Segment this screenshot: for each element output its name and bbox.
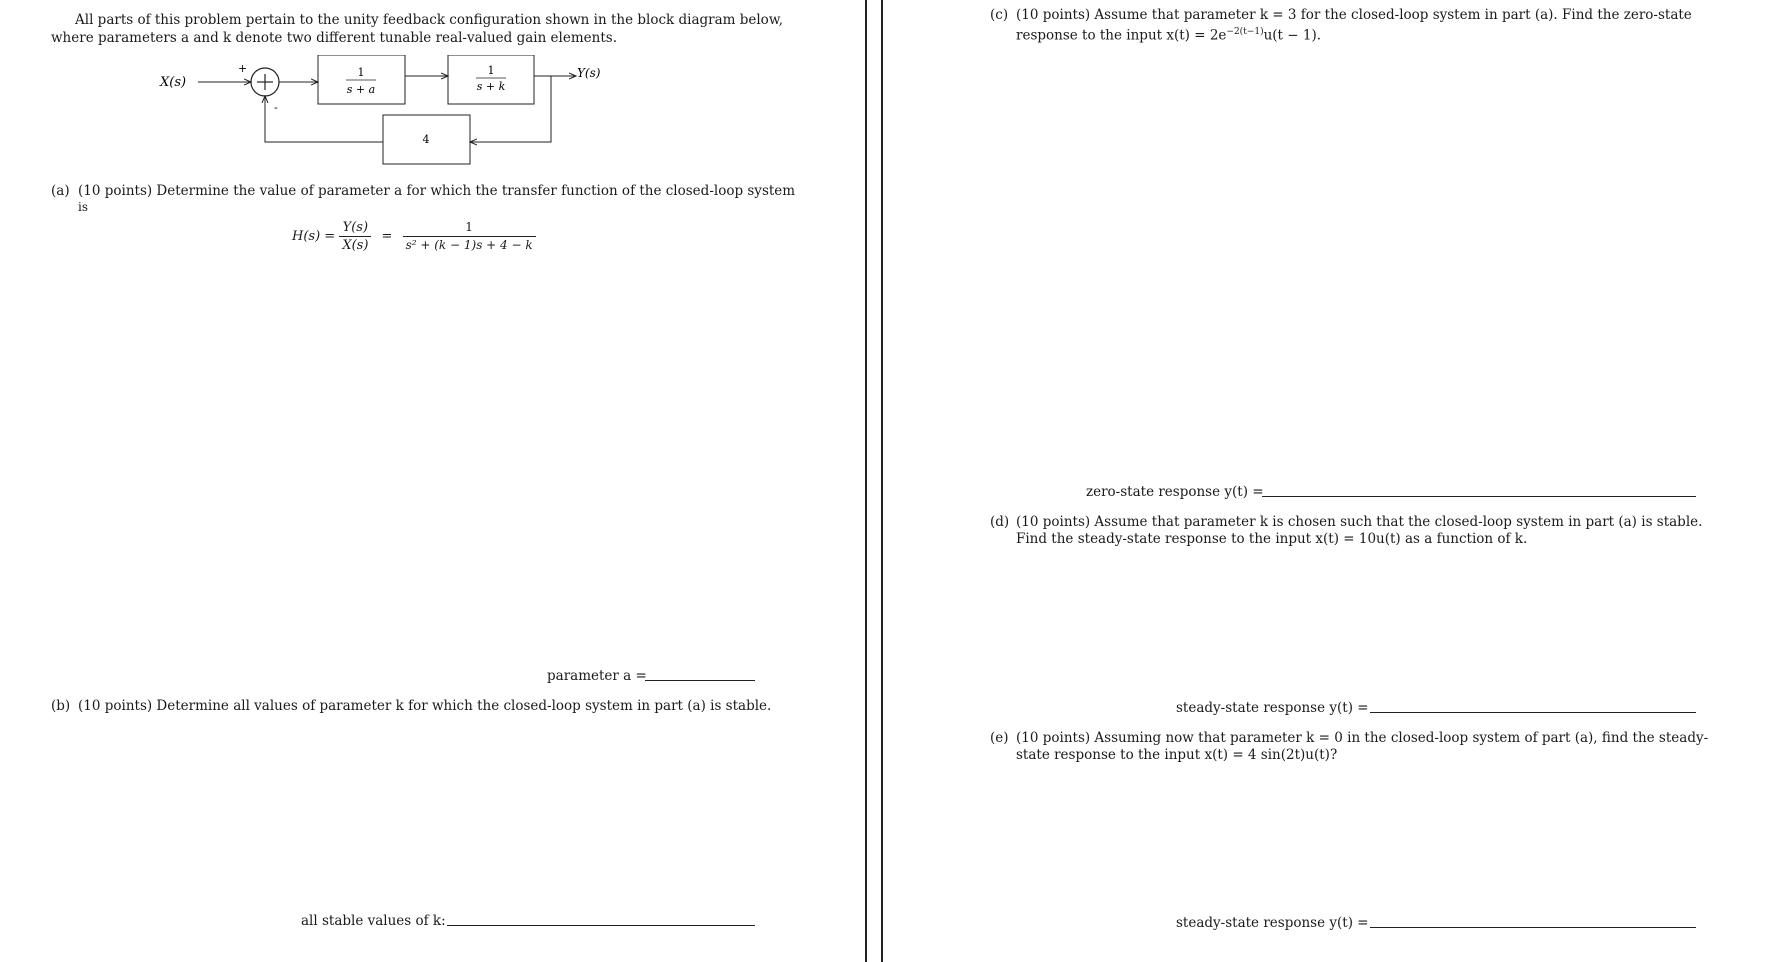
part-a-text-line-2: is [78,200,88,214]
block-2-numerator: 1 [487,64,495,77]
steady-state-e-label: steady-state response y(t) = [1176,915,1369,931]
part-d-label: (d) [990,514,1010,530]
part-b-text: (10 points) Determine all values of parameter k for which the closed-loop system in part (a) is stable. [78,698,772,714]
part-e-text-line-1: (10 points) Assuming now that parameter k = 0 in the closed-loop system of part (a), find the steady- [1016,730,1709,746]
part-e-text-line-2: state response to the input x(t) = 4 sin(2t)u(t)? [1016,747,1338,763]
part-a-text-line-1: (10 points) Determine the value of parameter a for which the transfer function of the closed-loop system [78,183,796,199]
block-2-denominator: s + k [476,80,506,93]
feedback-path-in [265,96,383,142]
block-1-denominator: s + a [346,83,376,96]
equation-rhs-numerator: 1 [465,220,473,234]
zero-state-answer-line[interactable] [1262,496,1696,497]
minus-sign: - [274,101,278,114]
part-a-label: (a) [51,183,70,199]
transfer-function-equation [292,219,536,254]
block-1-numerator: 1 [357,66,365,79]
parameter-a-answer-line[interactable] [645,680,755,681]
part-d-text-line-2: Find the steady-state response to the input x(t) = 10u(t) as a function of k. [1016,531,1528,547]
feedback-gain: 4 [422,133,430,146]
part-c-label: (c) [990,7,1009,23]
block-1 [318,55,405,104]
steady-state-d-answer-line[interactable] [1370,712,1696,713]
equation-rhs-denominator: s² + (k − 1)s + 4 − k [403,236,536,254]
part-c-text-line-2 [1016,24,1321,45]
equation-ratio-numerator: Y(s) [342,220,369,235]
part-e-label: (e) [990,730,1009,746]
part-c-input-suffix: u(t − 1). [1263,27,1322,44]
equation-ratio [339,219,371,254]
page-divider-left [865,0,867,962]
parameter-a-label: parameter a = [547,668,647,684]
stable-k-answer-line[interactable] [447,925,755,926]
equation-rhs [403,219,536,254]
right-page [886,0,1766,962]
equation-lhs: H(s) = [292,229,336,244]
output-label: Y(s) [577,66,601,80]
steady-state-e-answer-line[interactable] [1370,927,1696,928]
zero-state-label: zero-state response y(t) = [1086,484,1264,500]
part-c-text-line-1: (10 points) Assume that parameter k = 3 for the closed-loop system in part (a). Find the zero-state [1016,7,1692,23]
equation-equals: = [381,229,393,244]
equation-ratio-denominator: X(s) [339,236,371,254]
plus-sign: + [238,62,248,75]
part-c-input-prefix: response to the input x(t) = 2e [1016,27,1227,44]
part-c-input-exponent: −2(t−1) [1226,27,1264,37]
page-divider-right [881,0,883,962]
block-diagram [150,55,670,190]
left-page [0,0,865,962]
intro-line-2: where parameters a and k denote two different tunable real-valued gain elements. [51,30,617,46]
steady-state-d-label: steady-state response y(t) = [1176,700,1369,716]
intro-line-1: All parts of this problem pertain to the unity feedback configuration shown in the block diagram below, [75,12,784,28]
part-b-label: (b) [51,698,71,714]
stable-k-label: all stable values of k: [301,913,446,929]
part-d-text-line-1: (10 points) Assume that parameter k is chosen such that the closed-loop system in part (a) is stable. [1016,514,1703,530]
input-label: X(s) [160,75,187,90]
